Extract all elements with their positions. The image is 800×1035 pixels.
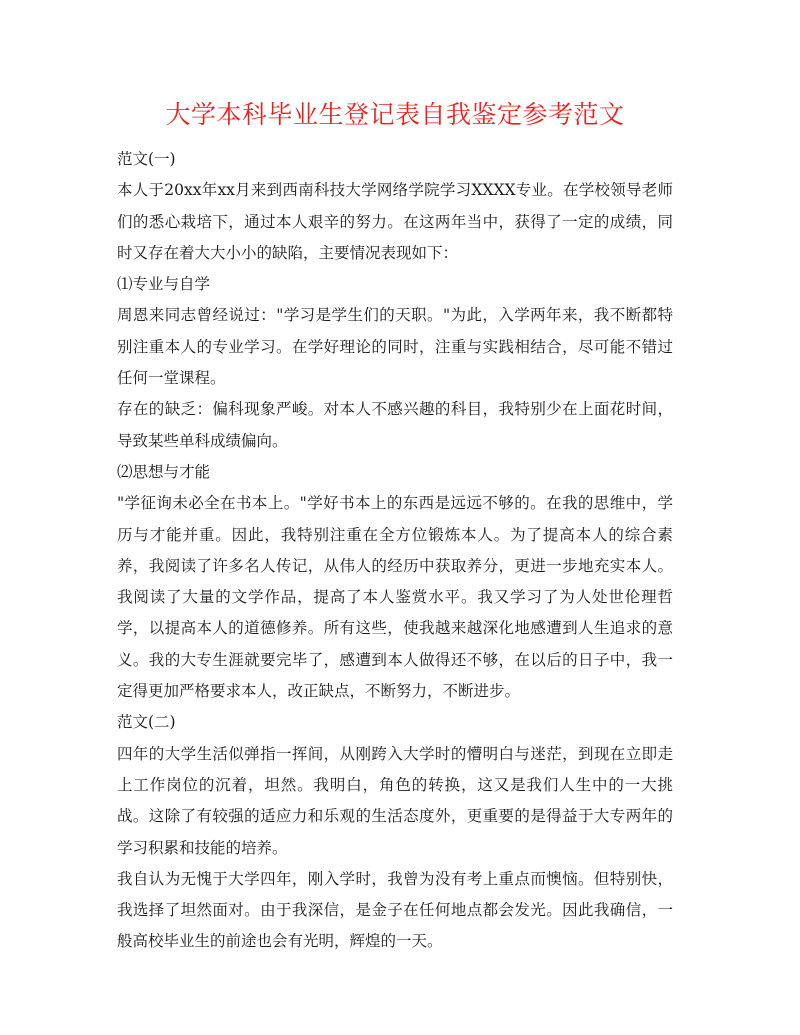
section-heading-major: ⑴专业与自学 bbox=[117, 275, 211, 294]
paragraph-shortcoming: 存在的缺乏：偏科现象严峻。对本人不感兴趣的科目，我特别少在上面花时间，导致某些单科成绩偏向。 bbox=[117, 400, 673, 450]
paragraph-intro: 本人于20xx年xx月来到西南科技大学网络学院学习XXXX专业。在学校领导老师们的悉心栽培下，通过本人艰辛的努力。在这两年当中，获得了一定的成绩，同时又存在着大大小小的缺陷，主要情况表现如下： bbox=[117, 181, 673, 262]
paragraph-study: 周恩来同志曾经说过："学习是学生们的天职。"为此，入学两年来，我不断都特别注重本人的专业学习。在学好理论的同时，注重与实践相结合，尽可能不错过任何一堂课程。 bbox=[117, 306, 673, 388]
paragraph-thought: "学征询未必全在书本上。"学好书本上的东西是远远不够的。在我的思维中，学历与才能并重。因此，我特别注重在全方位锻炼本人。为了提高本人的综合素养，我阅读了许多名人传记，从伟人的经历中获取养分，更进一步地充实本人。我阅读了大量的文学作品，提高了本人鉴赏水平。我又学习了为人处世伦理哲学，以提高本人的道德修养。所有这些，使我越来越深化地感遭到人生追求的意义。我的大专生涯就要完毕了，感遭到本人做得还不够，在以后的日子中，我一定得更加严格要求本人，改正缺点，不断努力，不断进步。 bbox=[117, 494, 673, 701]
section-heading-thought: ⑵思想与才能 bbox=[117, 462, 211, 481]
paragraph-self-assessment: 我自认为无愧于大学四年，刚入学时，我曾为没有考上重点而懊恼。但特别快，我选择了坦然面对。由于我深信，是金子在任何地点都会发光。因此我确信，一般高校毕业生的前途也会有光明，辉煌的一天。 bbox=[117, 869, 673, 951]
document-page bbox=[117, 98, 673, 958]
sample-heading-1: 范文(一) bbox=[117, 150, 176, 168]
paragraph-college-life: 四年的大学生活似弹指一挥间，从刚跨入大学时的懵明白与迷茫，到现在立即走上工作岗位的沉着，坦然。我明白，角色的转换，这又是我们人生中的一大挑战。这除了有较强的适应力和乐观的生活态度外，更重要的是得益于大专两年的学习积累和技能的培养。 bbox=[117, 744, 673, 857]
document-title: 大学本科毕业生登记表自我鉴定参考范文 bbox=[165, 100, 625, 129]
sample-heading-2: 范文(二) bbox=[117, 713, 176, 732]
